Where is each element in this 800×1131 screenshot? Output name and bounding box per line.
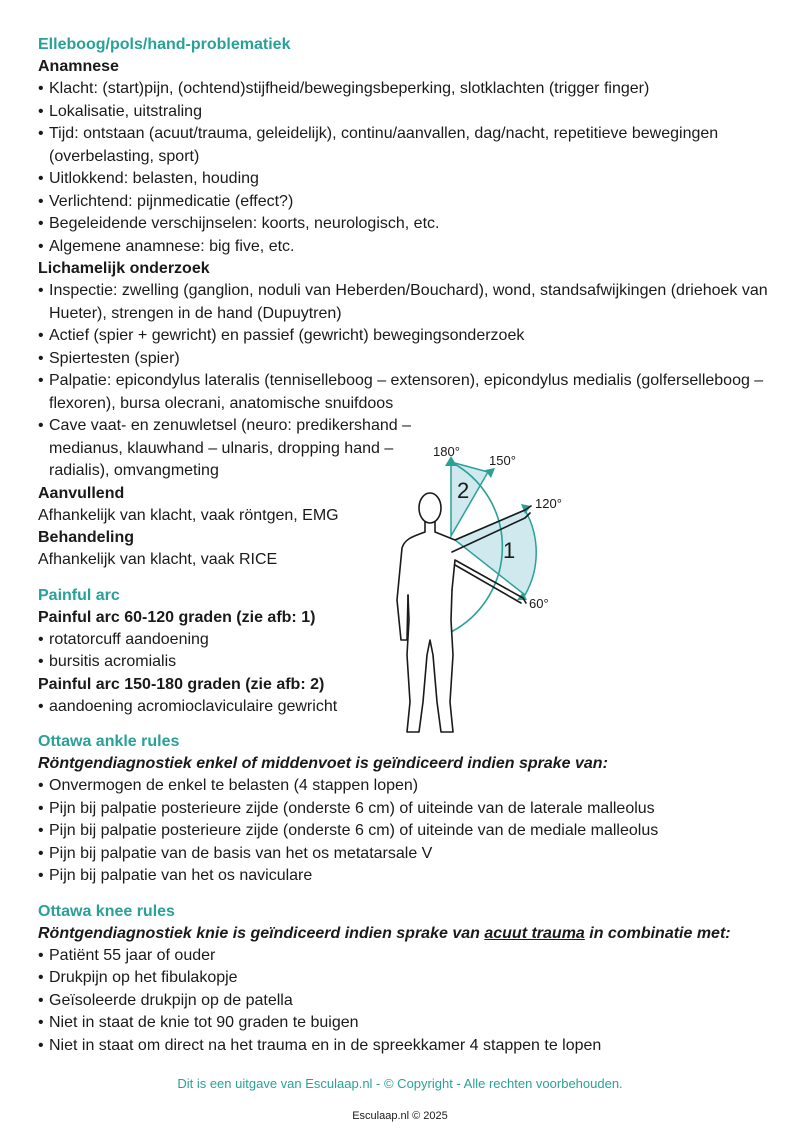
list-item: • Niet in staat de knie tot 90 graden te buigen [38,1012,768,1035]
list-item: • Cave vaat- en zenuwletsel (neuro: predikershand – medianus, klauwhand – ulnaris, dropping hand – radialis), omvangmeting [38,415,768,483]
painful-arc-diagram [385,440,585,740]
zone-1-number: 1 [503,538,516,563]
text-aanvullend: Afhankelijk van klacht, vaak röntgen, EMG [38,506,339,524]
list-anamnese [38,78,768,258]
label-180: 180° [433,444,460,459]
list-item: • Drukpijn op het fibulakopje [38,967,768,990]
footer-copyright: Dit is een uitgave van Esculaap.nl - © Copyright - Alle rechten voorbehouden. [177,1076,623,1091]
list-item: • Tijd: ontstaan (acuut/trauma, geleidelijk), continu/aanvallen, dag/nacht, repetitieve bewegingen (overbelasting, sport) [38,123,768,168]
heading-behandeling: Behandeling [38,529,135,546]
list-item: • Klacht: (start)pijn, (ochtend)stijfheid/bewegingsbeperking, slotklachten (trigger finger) [38,78,768,101]
list-item: • Pijn bij palpatie van de basis van het os metatarsale V [38,843,768,866]
heading-lichamelijk-onderzoek: Lichamelijk onderzoek [38,260,210,277]
subtitle-knee-pre: Röntgendiagnostiek knie is geïndiceerd indien sprake van [38,924,485,942]
painful-arc-figure [385,440,585,740]
text-behandeling: Afhankelijk van klacht, vaak RICE [38,551,278,568]
list-item: • Lokalisatie, uitstraling [38,101,768,124]
list-item: • Inspectie: zwelling (ganglion, noduli van Heberden/Bouchard), wond, standsafwijkingen (driehoek van Hueter), strengen in de hand (Dupuytren) [38,280,768,325]
list-item: • Begeleidende verschijnselen: koorts, neurologisch, etc. [38,213,768,236]
section-title-ottawa-knee: Ottawa knee rules [38,902,175,920]
footer-site: Esculaap.nl © 2025 [352,1110,448,1122]
list-item: • Pijn bij palpatie van het os naviculare [38,865,768,888]
list-item: • bursitis acromialis [38,651,768,674]
zone-2-number: 2 [457,478,470,503]
section-title-elleboog: Elleboog/pols/hand-problematiek [38,36,291,53]
list-item: • Niet in staat om direct na het trauma en in de spreekkamer 4 stappen te lopen [38,1035,768,1058]
list-item: • Patiënt 55 jaar of ouder [38,945,768,968]
heading-aanvullend: Aanvullend [38,484,125,502]
heading-anamnese: Anamnese [38,58,119,75]
list-item: • Actief (spier + gewricht) en passief (gewricht) bewegingsonderzoek [38,325,768,348]
list-item: • Onvermogen de enkel te belasten (4 stappen lopen) [38,775,768,798]
list-item: • Geïsoleerde drukpijn op de patella [38,990,768,1013]
label-150: 150° [489,453,516,468]
label-60: 60° [529,596,549,611]
subtitle-knee [38,923,768,945]
list-item: • Algemene anamnese: big five, etc. [38,236,768,259]
section-title-ottawa-ankle: Ottawa ankle rules [38,733,180,750]
subtitle-ankle: Röntgendiagnostiek enkel of middenvoet is geïndiceerd indien sprake van: [38,755,608,772]
heading-arc-150-180: Painful arc 150-180 graden (zie afb: 2) [38,675,325,693]
list-item: • Uitlokkend: belasten, houding [38,168,768,191]
list-ankle [38,775,768,888]
list-item: • aandoening acromioclaviculaire gewricht [38,696,768,719]
subtitle-knee-post: in combinatie met: [584,924,731,942]
list-knee [38,945,768,1058]
list-item: • Pijn bij palpatie posterieure zijde (onderste 6 cm) of uiteinde van de laterale malleolus [38,798,768,821]
heading-arc-60-120: Painful arc 60-120 graden (zie afb: 1) [38,608,316,626]
label-120: 120° [535,496,562,511]
subtitle-knee-underlined: acuut trauma [484,924,585,942]
section-title-painful-arc: Painful arc [38,586,120,604]
list-item: • rotatorcuff aandoening [38,629,768,652]
list-item: • Verlichtend: pijnmedicatie (effect?) [38,191,768,214]
list-item: • Pijn bij palpatie posterieure zijde (onderste 6 cm) of uiteinde van de mediale malleolus [38,820,768,843]
list-item: • Palpatie: epicondylus lateralis (tenniselleboog – extensoren), epicondylus medialis (golferselleboog – flexoren), bursa olecrani, anatomische snuifdoos [38,370,768,415]
list-item: • Spiertesten (spier) [38,348,768,371]
